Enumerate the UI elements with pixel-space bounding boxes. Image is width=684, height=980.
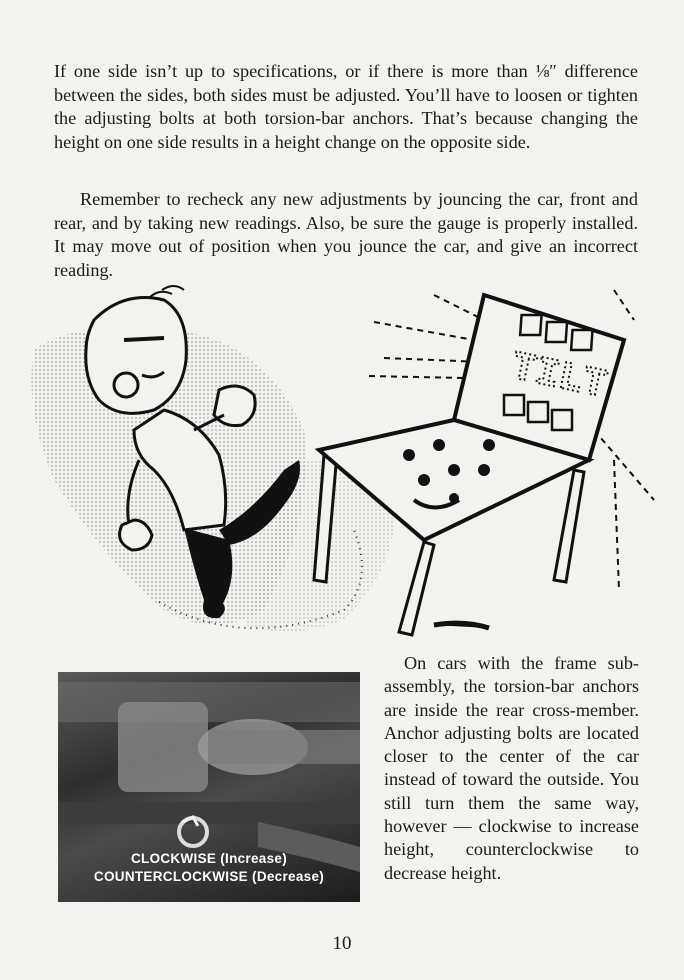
paragraph-adjust-both-sides: If one side isn’t up to specifications, or if there is more than ⅛″ difference between the sides, both sides must be adjusted. You’ll have to loosen or tighten the adjusting bolts at both torsion-bar anchors. That’s because changing the height on one side results in a height change on the opposite side. [54, 61, 638, 152]
tilt-sign: TILT [507, 345, 611, 410]
paragraph-frame-subassembly: On cars with the frame sub-assembly, the torsion-bar anchors are inside the rear cross-member. Anchor adjusting bolts are located closer to the center of the car instead of toward the outside. You still turn them the same way, however — clockwise to increase height, counterclockwise to decrease height. [384, 653, 639, 883]
caption-clockwise: CLOCKWISE (Increase) [130, 851, 288, 866]
caption-counterclockwise: COUNTERCLOCKWISE (Decrease) [93, 869, 325, 884]
torsion-bar-anchor-photo [58, 672, 360, 902]
pinball-tilt-illustration [14, 280, 674, 650]
photo-caption [58, 850, 360, 886]
paragraph-recheck-adjustments: Remember to recheck any new adjustments by jouncing the car, front and rear, and by taking new readings. Also, be sure the gauge is properly installed. It may move out of position when you jounce the car, and give an incorrect reading. [54, 189, 638, 280]
page-number: 10 [332, 933, 352, 954]
